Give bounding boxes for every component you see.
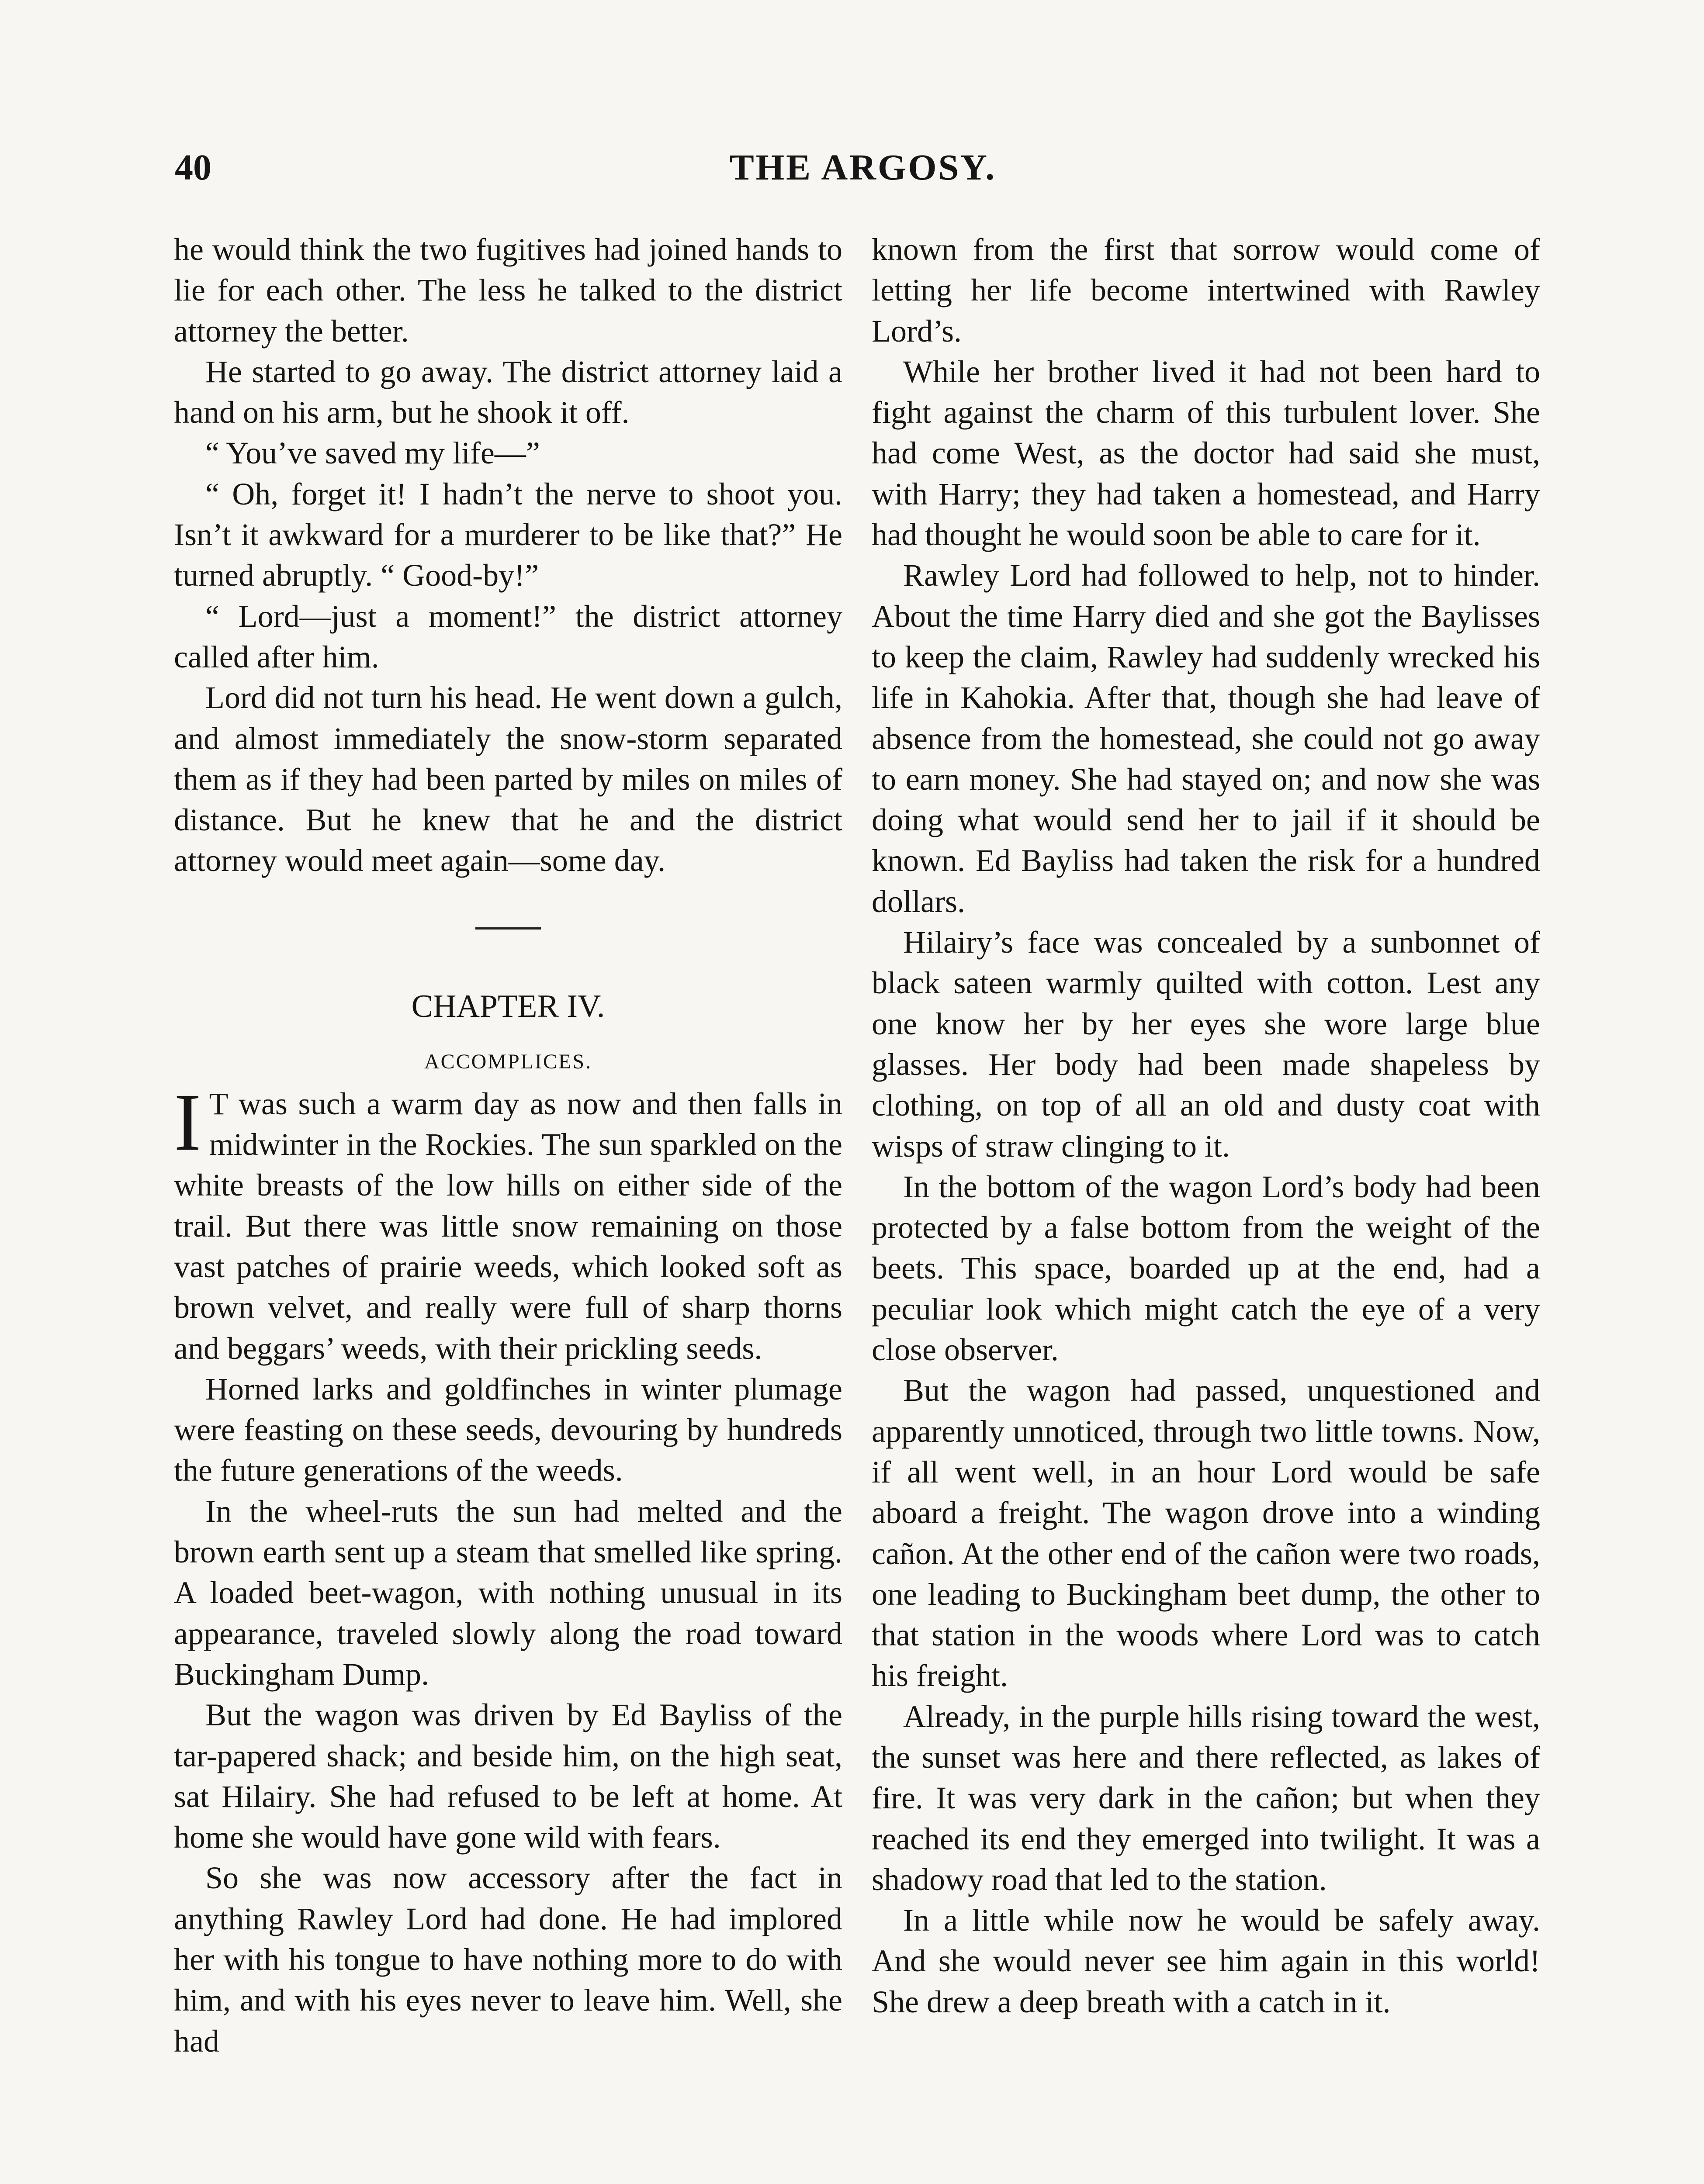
drop-cap: I [174, 1076, 201, 1168]
paragraph: Rawley Lord had followed to help, not to hinder. About the time Harry died and she got the Baylisses to keep the claim, Rawley had suddenly wrecked his life in Kahokia. After that, though she had leave of absence from the homestead, she could not go away to earn money. She had stayed on; and now she was doing what would send her to jail if it should be known. Ed Bayliss had taken the risk for a hundred dollars. [872, 558, 1540, 919]
page-header [175, 146, 1551, 199]
paragraph: “ You’ve saved my life—” [205, 435, 540, 471]
paragraph: But the wagon was driven by Ed Bayliss of the tar-papered shack; and beside him, on the high seat, sat Hilairy. She had refused to be left at home. At home she would have gone wild with fears. [174, 1697, 842, 1855]
chapter-opening-paragraph [174, 1076, 842, 1369]
left-column [174, 229, 842, 2062]
paragraph: So she was now accessory after the fact in anything Rawley Lord had done. He had implored her with his tongue to have nothing more to do with him, and with his eyes never to leave him. Well, she had [174, 1860, 842, 2059]
paragraph: He started to go away. The district attorney laid a hand on his arm, but he shook it off. [174, 354, 842, 430]
paragraph: Horned larks and goldfinches in winter plumage were feasting on these seeds, devouring by hundreds the future generations of the weeds. [174, 1371, 842, 1488]
paragraph: In the wheel-ruts the sun had melted and the brown earth sent up a steam that smelled like spring. A loaded beet-wagon, with nothing unusual in its appearance, traveled slowly along the road toward Buckingham Dump. [174, 1493, 842, 1692]
paragraph: In a little while now he would be safely away. And she would never see him again in this world! She drew a deep breath with a catch in it. [872, 1903, 1540, 2019]
paragraph: Already, in the purple hills rising toward the west, the sunset was here and there reflected, as lakes of fire. It was very dark in the cañon; but when they reached its end they emerged into twilight. It was a shadowy road that led to the station. [872, 1699, 1540, 1897]
right-column [872, 229, 1540, 2022]
paragraph: he would think the two fugitives had joined hands to lie for each other. The less he talked to the district attorney the better. [174, 232, 842, 349]
paragraph: Hilairy’s face was concealed by a sunbonnet of black sateen warmly quilted with cotton. Lest any one know her by her eyes she wore large blue glasses. Her body had been made shapeless by clothing, on top of all an old and dusty coat with wisps of straw clinging to it. [872, 925, 1540, 1164]
paragraph: But the wagon had passed, unquestioned and apparently unnoticed, through two little towns. Now, if all went well, in an hour Lord would be safe aboard a freight. The wagon drove into a winding cañon. At the other end of the cañon were two roads, one leading to Buckingham beet dump, the other to that station in the woods where Lord was to catch his freight. [872, 1373, 1540, 1693]
paragraph: In the bottom of the wagon Lord’s body had been protected by a false bottom from the weight of the beets. This space, boarded up at the end, had a peculiar look which might catch the eye of a very close observer. [872, 1169, 1540, 1368]
running-title: THE ARGOSY. [729, 147, 997, 188]
paragraph: Lord did not turn his head. He went down a gulch, and almost immediately the snow-storm separated them as if they had been parted by miles on miles of distance. But he knew that he and the district attorney would meet again—some day. [174, 680, 842, 878]
section-divider [475, 927, 541, 930]
paragraph: “ Lord—just a moment!” the district attorney called after him. [174, 598, 842, 674]
paragraph: known from the first that sorrow would come of letting her life become intertwined with Rawley Lord’s. [872, 232, 1540, 349]
paragraph-text: T was such a warm day as now and then falls in midwinter in the Rockies. The sun sparkled on the white breasts of the low hills on either side of the trail. But there was little snow remaining on those vast patches of prairie weeds, which looked soft as brown velvet, and really were full of sharp thorns and beggars’ weeds, with their prickling seeds. [174, 1086, 842, 1366]
chapter-title: CHAPTER IV. [411, 988, 605, 1024]
paragraph: While her brother lived it had not been hard to fight against the charm of this turbulent lover. She had come West, as the doctor had said she must, with Harry; they had taken a homestead, and Harry had thought he would soon be able to care for it. [872, 354, 1540, 553]
chapter-subtitle: ACCOMPLICES. [424, 1050, 592, 1073]
page-number: 40 [175, 147, 211, 188]
paragraph: “ Oh, forget it! I hadn’t the nerve to shoot you. Isn’t it awkward for a murderer to be like that?” He turned abruptly. “ Good-by!” [174, 476, 842, 593]
